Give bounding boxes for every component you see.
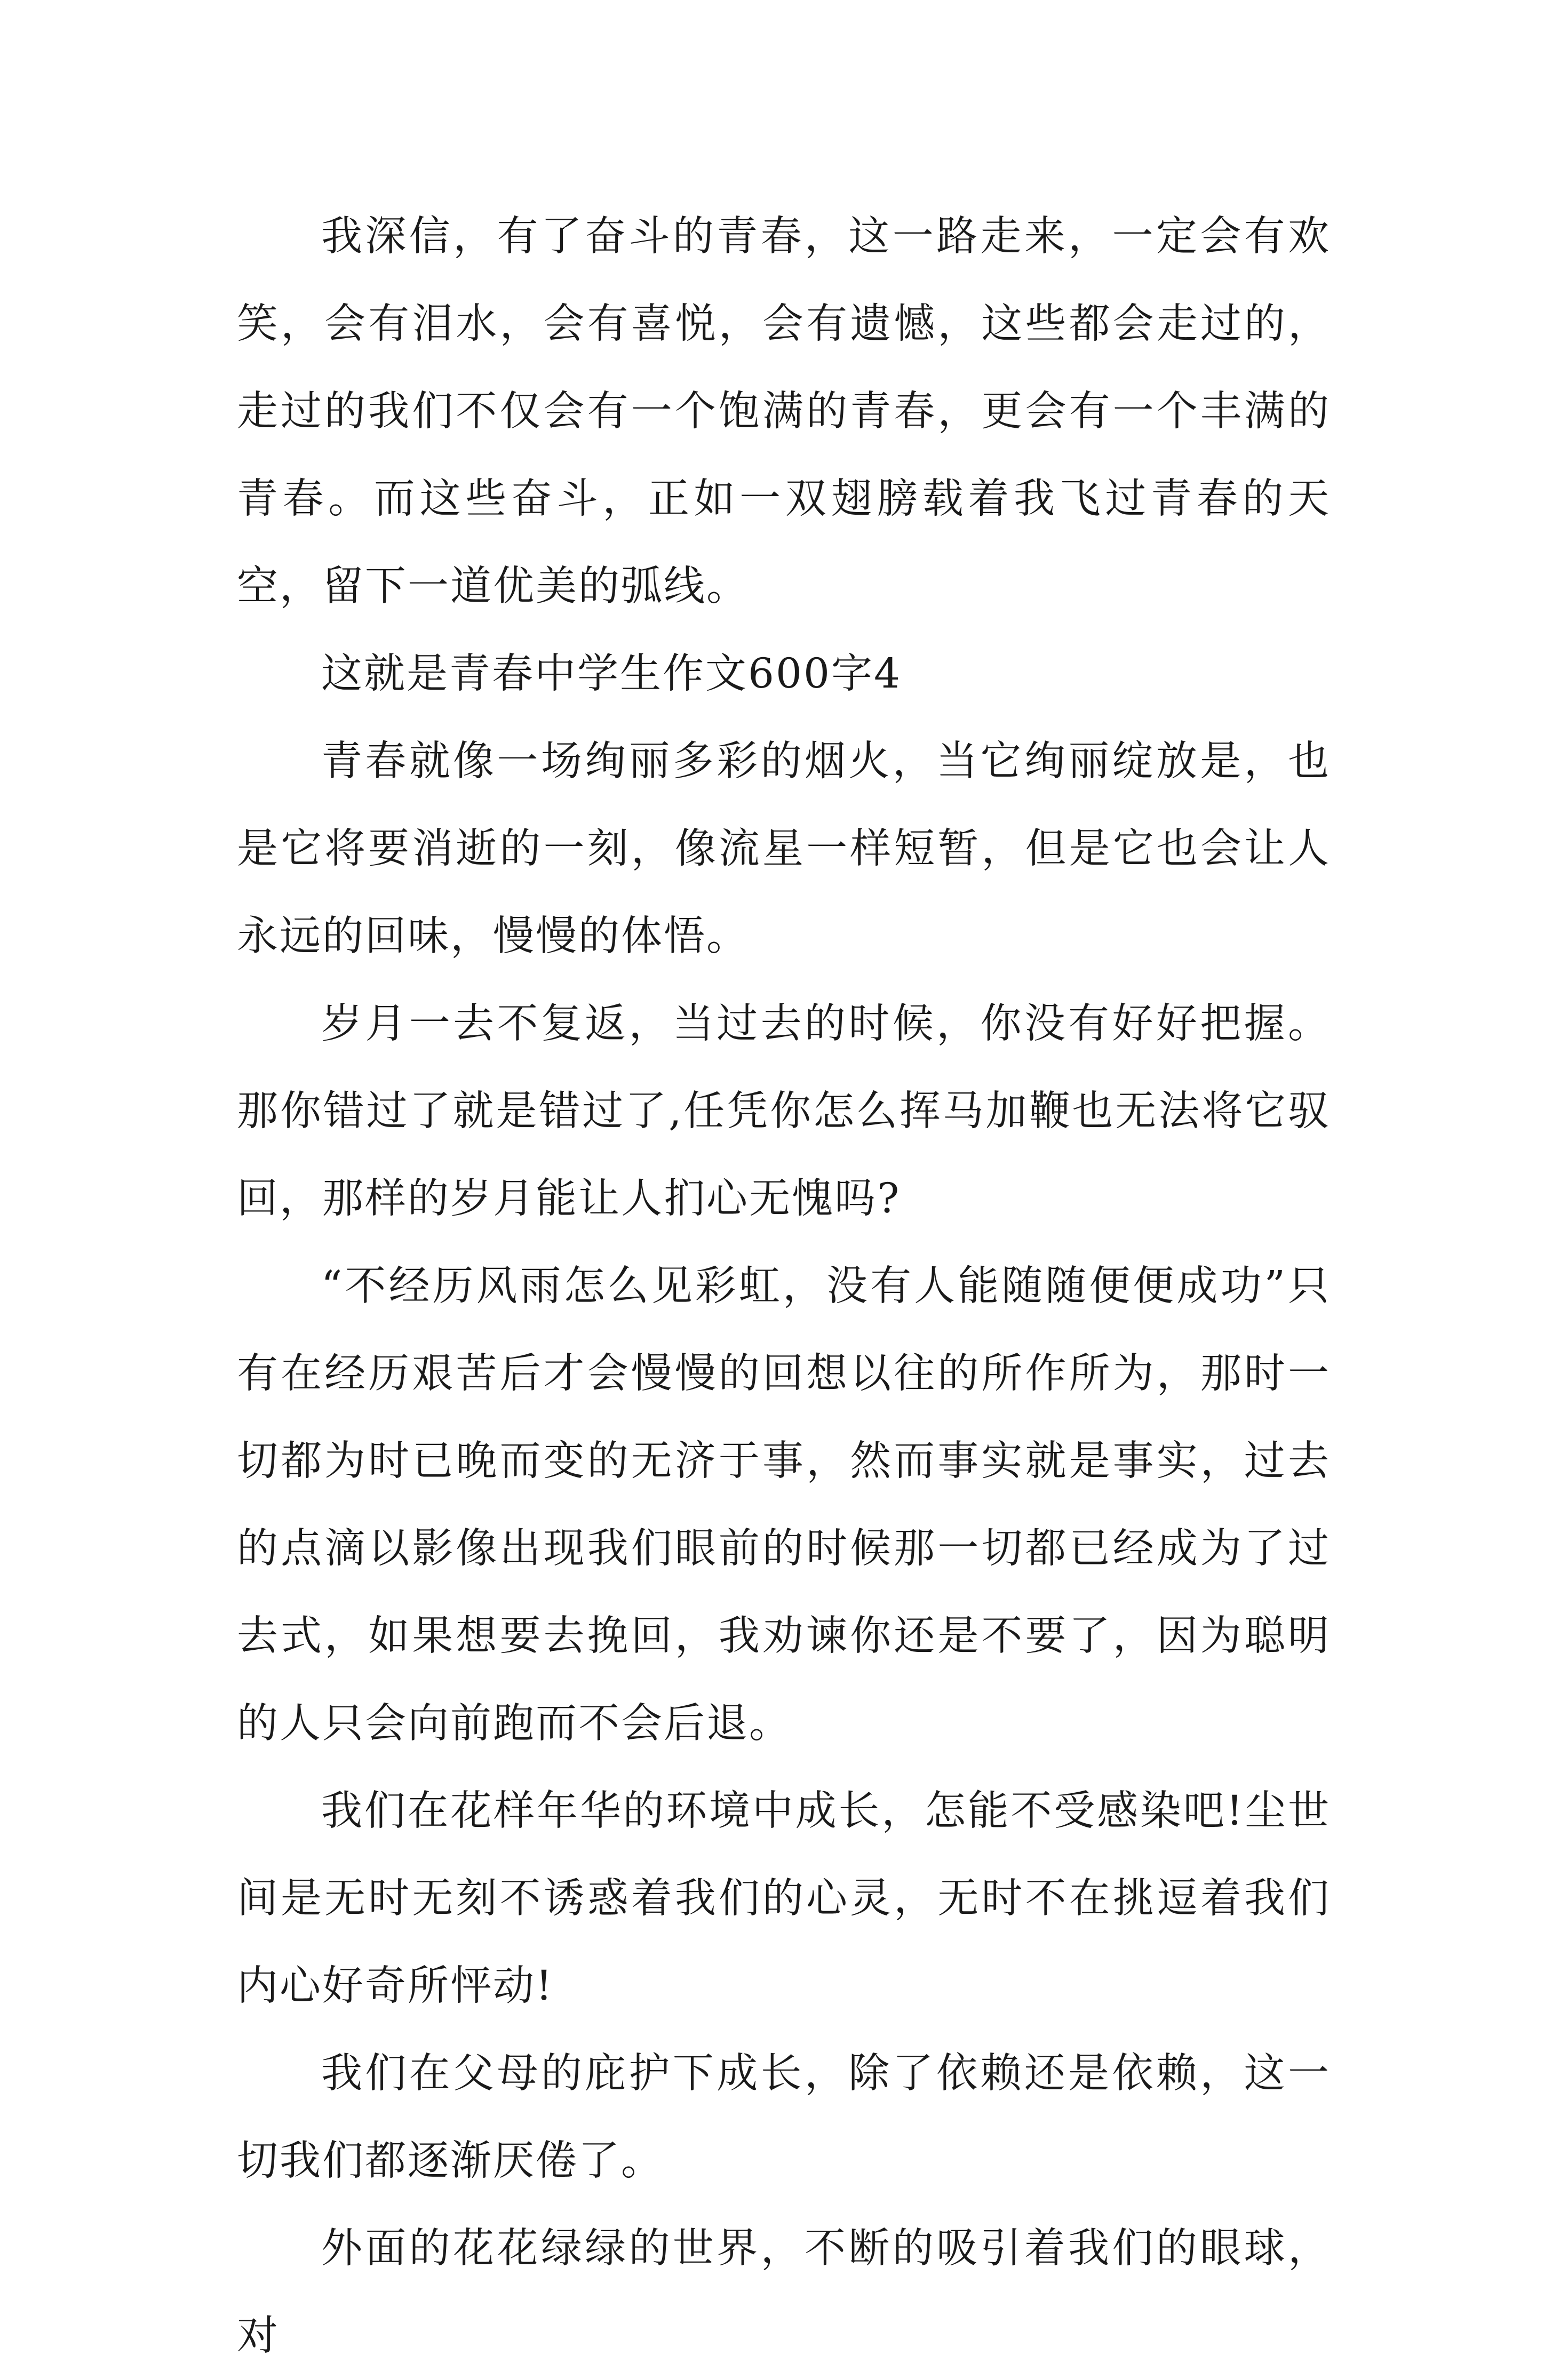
paragraph-4: “不经历风雨怎么见彩虹，没有人能随随便便成功”只有在经历艰苦后才会慢慢的回想以往的所作所为，那时一切都为时已晚而变的无济于事，然而事实就是事实，过去的点滴以影像出现我们眼前的时候那一切都已经成为了过去式，如果想要去挽回，我劝谏你还是不要了，因为聪明的人只会向前跑而不会后退。 — [237, 1263, 1331, 1747]
paragraph-6: 我们在父母的庇护下成长，除了依赖还是依赖，这一切我们都逐渐厌倦了。 — [237, 2050, 1331, 2185]
paragraph-3: 岁月一去不复返，当过去的时候，你没有好好把握。那你错过了就是错过了,任凭你怎么挥马加鞭也无法将它驭回，那样的岁月能让人扪心无愧吗? — [237, 1000, 1331, 1223]
paragraph-5: 我们在花样年华的环境中成长，怎能不受感染吧!尘世间是无时无刻不诱惑着我们的心灵，无时不在挑逗着我们内心好奇所怦动! — [237, 1787, 1331, 2010]
paragraph-2: 青春就像一场绚丽多彩的烟火，当它绚丽绽放是，也是它将要消逝的一刻，像流星一样短暂，但是它也会让人永远的回味，慢慢的体悟。 — [237, 738, 1331, 960]
paragraph-1: 我深信，有了奋斗的青春，这一路走来，一定会有欢笑，会有泪水，会有喜悦，会有遗憾，这些都会走过的，走过的我们不仅会有一个饱满的青春，更会有一个丰满的青春。而这些奋斗，正如一双翅膀载着我飞过青春的天空，留下一道优美的弧线。 — [237, 213, 1331, 610]
section-heading: 这就是青春中学生作文600字4 — [321, 650, 902, 698]
paragraph-7: 外面的花花绿绿的世界，不断的吸引着我们的眼球，对 — [237, 2225, 1331, 2360]
document-body — [237, 193, 1331, 2380]
